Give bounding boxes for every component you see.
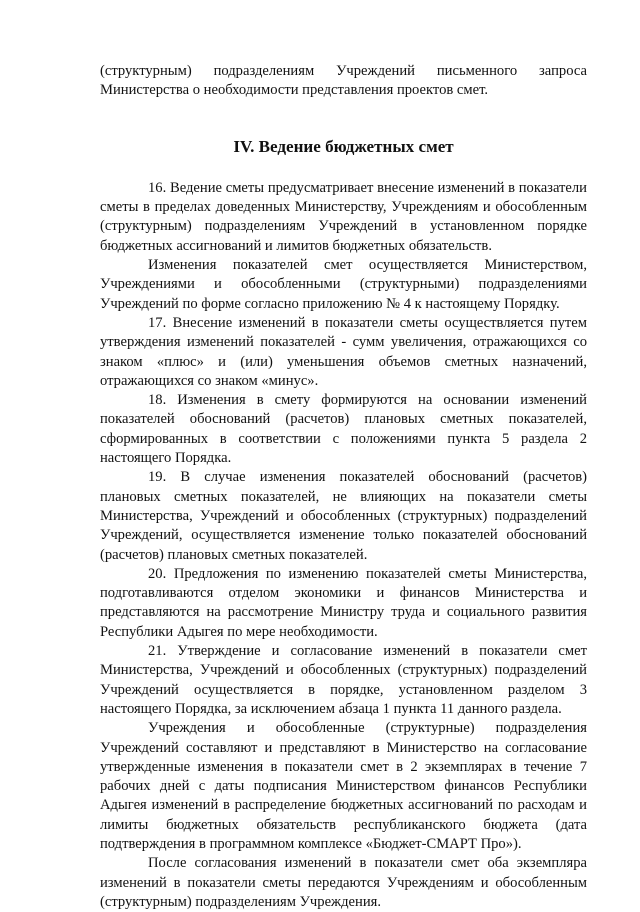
paragraph-21: 21. Утверждение и согласование изменений в показатели смет Министерства, Учреждений и обособленных (структурных) подразделений Учреждений осуществляется в порядке, установленном разделом 3 настоящего Порядка, за исключением абзаца 1 пункта 11 данного раздела. xyxy=(100,643,587,717)
paragraph-19: 19. В случае изменения показателей обоснований (расчетов) плановых сметных показателей, не влияющих на показатели сметы Министерства, Учреждений и обособленных (структурных) подразделений Учреждений, осуществляется изменение только показателей обоснований (расчетов) плановых сметных показателей. xyxy=(100,469,587,563)
paragraph-17: 17. Внесение изменений в показатели сметы осуществляется путем утверждения изменений показателей - сумм увеличения, отражающихся со знаком «плюс» и (или) уменьшения объемов сметных назначений, отражающихся со знаком «минус». xyxy=(100,314,587,389)
paragraph-21-after-approval: После согласования изменений в показатели смет оба экземпляра изменений в показатели сметы передаются Учреждениям и обособленным (структурным) подразделениям Учреждения. xyxy=(100,855,587,910)
intro-paragraph: (структурным) подразделениям Учреждений письменного запроса Министерства о необходимости представления проектов смет. xyxy=(100,63,587,99)
paragraph-16: 16. Ведение сметы предусматривает внесение изменений в показатели сметы в пределах доведенных Министерству, Учреждениям и обособленным (структурным) подразделениям Учреждений в установленном порядке бюджетных ассигнований и лимитов бюджетных обязательств. xyxy=(100,179,587,254)
paragraph-21-institutions: Учреждения и обособленные (структурные) подразделения Учреждений составляют и представляют в Министерство на согласование утвержденные изменения в показатели смет в 2 экземплярах в течение 7 рабочих дней с даты подписания Министерством финансов Республики Адыгея изменений в распределение бюджетных ассигнований по расходам и лимиты бюджетных обязательств республиканского бюджета (дата подтверждения в программном комплексе «Бюджет-СМАРТ Про»). xyxy=(100,720,587,852)
document-page xyxy=(100,62,587,912)
paragraph-18: 18. Изменения в смету формируются на основании изменений показателей обоснований (расчетов) плановых сметных показателей, сформированных в соответствии с положениями пункта 5 раздела 2 настоящего Порядка. xyxy=(100,392,587,467)
paragraph-16-changes-form: Изменения показателей смет осуществляется Министерством, Учреждениями и обособленными (структурными) подразделениями Учреждений по форме согласно приложению № 4 к настоящему Порядку. xyxy=(100,257,587,312)
paragraph-20: 20. Предложения по изменению показателей сметы Министерства, подготавливаются отделом экономики и финансов Министерства и представляются на рассмотрение Министру труда и социального развития Республики Адыгея по мере необходимости. xyxy=(100,565,587,640)
section-heading: IV. Ведение бюджетных смет xyxy=(233,136,454,156)
